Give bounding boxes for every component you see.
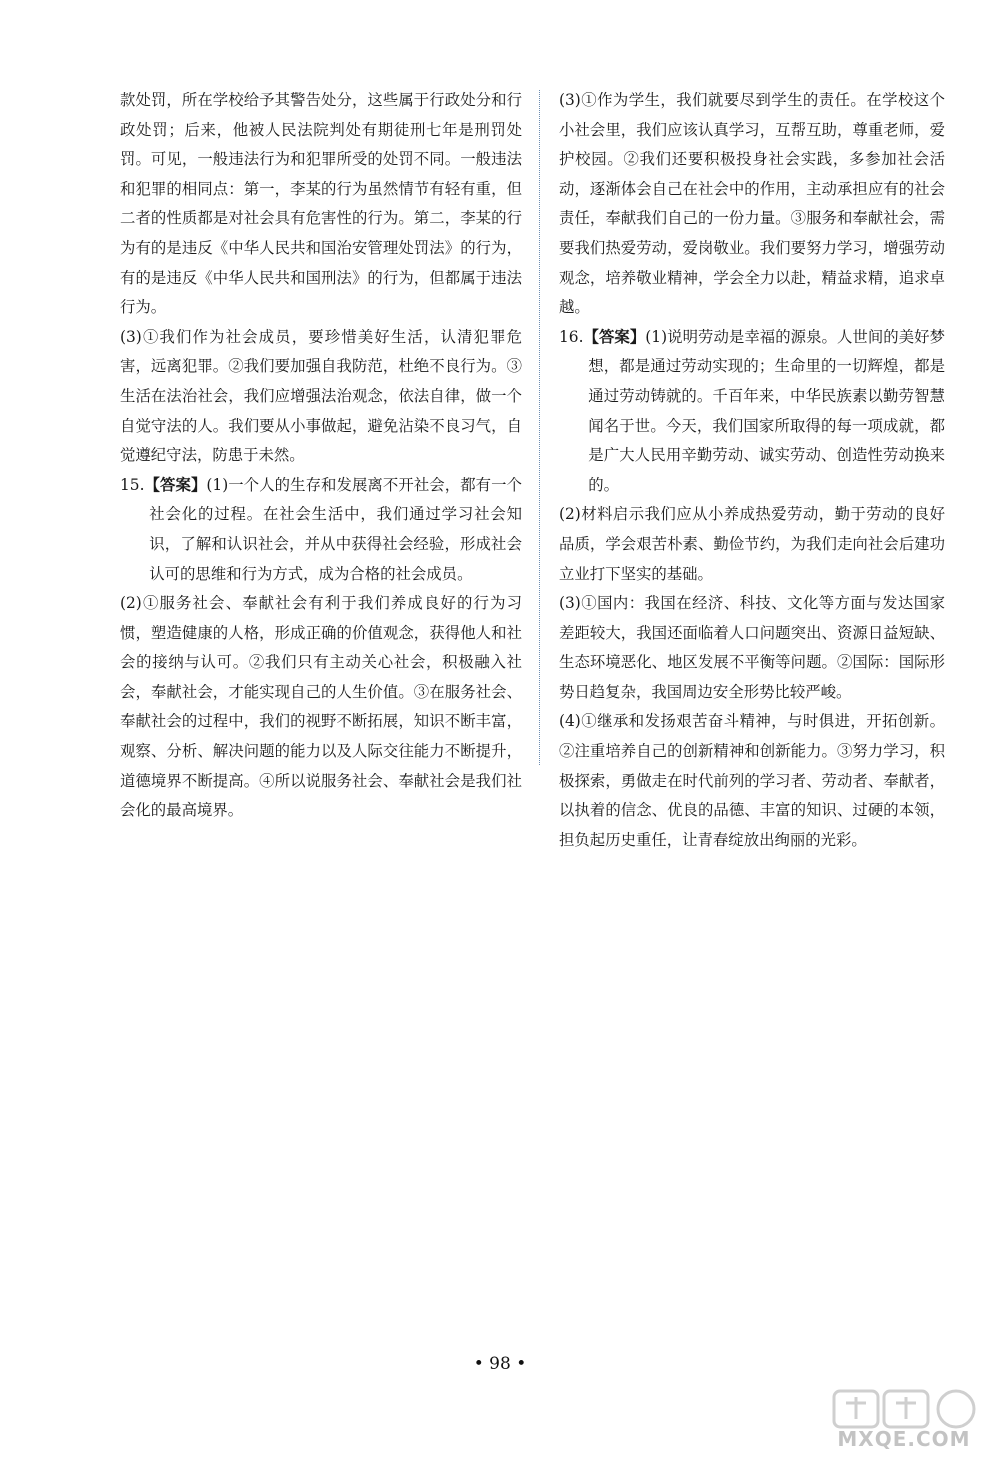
page-number: • 98 •: [473, 1354, 527, 1374]
question-number: 15.: [120, 475, 145, 494]
answer-label: 【答案】: [583, 327, 646, 346]
watermark-logo: [814, 1387, 994, 1453]
answer-paragraph: (3)①我们作为社会成员，要珍惜美好生活，认清犯罪危害，远离犯罪。②我们要加强自我防范，杜绝不良行为。③生活在法治社会，我们应增强法治观念，依法自律，做一个自觉守法的人。我们要从小事做起，避免沾染不良习气，自觉遵纪守法，防患于未然。: [120, 327, 522, 465]
answer-label: 【答案】: [144, 475, 207, 494]
answer-paragraph: (3)①国内：我国在经济、科技、文化等方面与发达国家差距较大，我国还面临着人口问题突出、资源日益短缺、生态环境恶化、地区发展不平衡等问题。②国际：国际形势日趋复杂，我国周边安全形势比较严峻。: [559, 594, 945, 701]
watermark-text: MXQE.COM: [837, 1427, 971, 1451]
answer-paragraph: (4)①继承和发扬艰苦奋斗精神，与时俱进，开拓创新。②注重培养自己的创新精神和创新能力。③努力学习，积极探索，勇做走在时代前列的学习者、劳动者、奉献者，以执着的信念、优良的品德、丰富的知识、过硬的本领，担负起历史重任，让青春绽放出绚丽的光彩。: [559, 712, 945, 849]
answer-text: (1)说明劳动是幸福的源泉。人世间的美好梦想，都是通过劳动实现的；生命里的一切辉煌，都是通过劳动铸就的。千百年来，中华民族素以勤劳智慧闻名于世。今天，我们国家所取得的每一项成就，都是广大人民用辛勤劳动、诚实劳动、创造性劳动换来的。: [588, 327, 945, 494]
answer-text: (1)一个人的生存和发展离不开社会，都有一个社会化的过程。在社会生活中，我们通过学习社会知识，了解和认识社会，并从中获得社会经验，形成社会认可的思维和行为方式，成为合格的社会成员。: [149, 475, 522, 583]
right-column: [559, 86, 945, 855]
left-column: [120, 86, 522, 826]
column-divider: [539, 90, 540, 765]
question-16-answer: [559, 323, 945, 501]
answer-paragraph: (2)材料启示我们应从小养成热爱劳动，勤于劳动的良好品质，学会艰苦朴素、勤俭节约，为我们走向社会后建功立业打下坚实的基础。: [559, 505, 945, 583]
answer-paragraph: (2)①服务社会、奉献社会有利于我们养成良好的行为习惯，塑造健康的人格，形成正确的价值观念，获得他人和社会的接纳与认可。②我们只有主动关心社会，积极融入社会，奉献社会，才能实现自己的人生价值。③在服务社会、奉献社会的过程中，我们的视野不断拓展，知识不断丰富，观察、分析、解决问题的能力以及人际交往能力不断提升，道德境界不断提高。④所以说服务社会、奉献社会是我们社会化的最高境界。: [120, 594, 522, 820]
question-15-answer: [120, 471, 522, 589]
question-number: 16.: [559, 327, 584, 346]
answer-paragraph: 款处罚，所在学校给予其警告处分，这些属于行政处分和行政处罚；后来，他被人民法院判处有期徒刑七年是刑罚处罚。可见，一般违法行为和犯罪所受的处罚不同。一般违法和犯罪的相同点：第一，李某的行为虽然情节有轻有重，但二者的性质都是对社会具有危害性的行为。第二，李某的行为有的是违反《中华人民共和国治安管理处罚法》的行为，有的是违反《中华人民共和国刑法》的行为，但都属于违法行为。: [120, 91, 522, 317]
answer-paragraph: (3)①作为学生，我们就要尽到学生的责任。在学校这个小社会里，我们应该认真学习，互帮互助，尊重老师，爱护校园。②我们还要积极投身社会实践，多参加社会活动，逐渐体会自己在社会中的作用，主动承担应有的社会责任，奉献我们自己的一份力量。③服务和奉献社会，需要我们热爱劳动，爱岗敬业。我们要努力学习，增强劳动观念，培养敬业精神，学会全力以赴，精益求精，追求卓越。: [559, 91, 945, 317]
